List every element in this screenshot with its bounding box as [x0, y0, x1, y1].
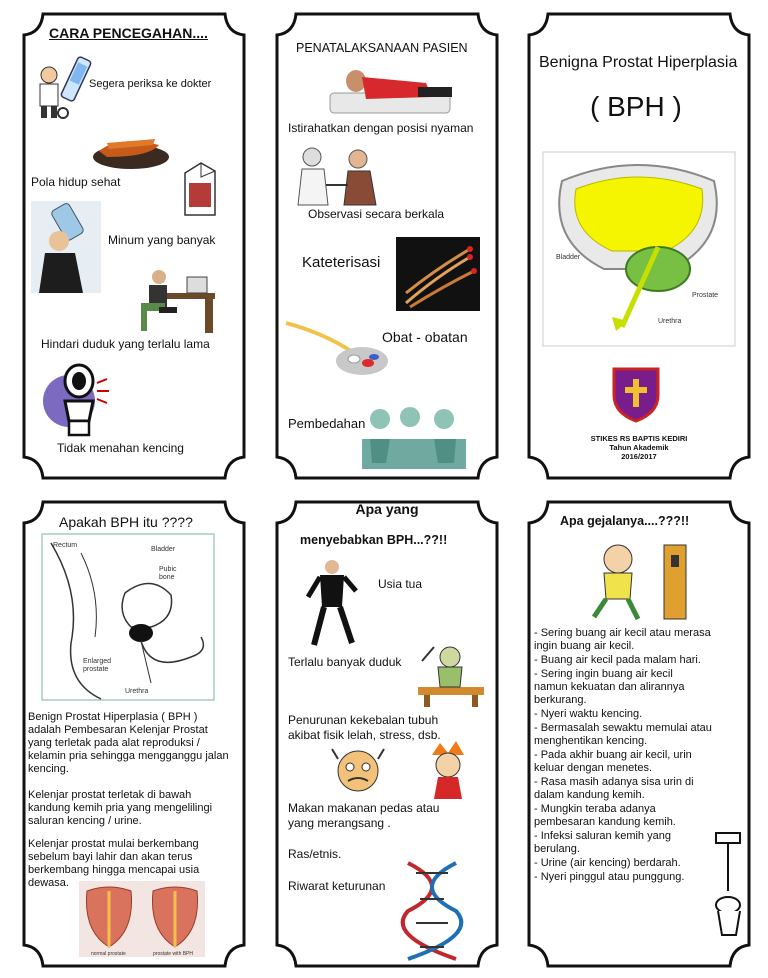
cause-item-1: Usia tua: [378, 577, 423, 591]
boy-running-toilet-illustration: [584, 541, 688, 623]
panel-title-line-2: menyebabkan BPH...??!!: [300, 533, 448, 547]
figure-label-bone: bone: [159, 574, 175, 581]
dna-illustration: [398, 861, 466, 961]
management-item-5: Pembedahan: [288, 416, 366, 431]
figure-label-bladder: Bladder: [151, 546, 176, 553]
figure-label-urethra: Urethra: [125, 688, 149, 695]
milk-carton-illustration: [181, 159, 219, 219]
medicine-spoon-illustration: [284, 315, 392, 387]
panel-title: Apakah BPH itu ????: [59, 514, 193, 530]
management-item-2: Observasi secara berkala: [308, 207, 445, 221]
figure-label-pubic: Pubic: [159, 566, 177, 573]
development-paragraph: Kelenjar prostat mulai berkembang sebelum bayi lahir dan akan terus berkembang hingga mencapai usia dewasa.: [28, 838, 200, 889]
cause-item-3: Penurunan kekebalan tubuh akibat fisik lelah, stress, dsb.: [288, 713, 441, 742]
panel-title: PENATALAKSANAAN PASIEN: [296, 41, 468, 55]
man-drinking-illustration: [31, 201, 101, 293]
footer-academic-year: 2016/2017: [621, 452, 657, 461]
management-item-4: Obat - obatan: [382, 329, 468, 345]
prevention-item-3: Minum yang banyak: [108, 233, 216, 247]
location-paragraph: Kelenjar prostat terletak di bawah kandung kemih pria yang mengelilingi saluran kencing / urine.: [28, 789, 213, 827]
sitting-desk-illustration: [414, 641, 488, 707]
footer-institution: STIKES RS BAPTIS KEDIRI: [590, 434, 688, 443]
definition-paragraph: Benign Prostat Hiperplasia ( BPH ) adalah Pembesaran Kelenjar Prostat yang terletak pada alat reproduksi / kelamin pria sehingga mengganggu jalan kencing.: [28, 711, 229, 775]
symptom-item-1: - Sering buang air kecil atau merasa ingin buang air kecil.: [534, 627, 711, 652]
footer-academic-year-label: Tahun Akademik: [609, 443, 669, 452]
panel-symptoms: [526, 499, 752, 969]
prevention-item-2: Pola hidup sehat: [31, 175, 121, 189]
prevention-item-4: Hindari duduk yang terlalu lama: [41, 337, 210, 351]
symptom-item-9: - Infeksi saluran kemih yang berulang.: [534, 830, 671, 855]
panel-causes: [274, 499, 500, 969]
panel-title: CARA PENCEGAHAN....: [49, 25, 208, 41]
food-plate-illustration: [89, 123, 177, 173]
symptom-item-7: - Rasa masih adanya sisa urin di dalam kandung kemih.: [534, 776, 694, 801]
prevention-item-1: Segera periksa ke dokter: [89, 78, 212, 90]
observation-illustration: [290, 145, 382, 209]
management-item-3: Kateterisasi: [302, 254, 381, 271]
resting-patient-illustration: [326, 59, 456, 119]
symptom-item-8: - Mungkin teraba adanya pembesaran kandung kemih.: [534, 803, 676, 828]
hospital-logo: [610, 365, 662, 423]
symptom-item-5: - Bermasalah sewaktu memulai atau menghentikan kencing.: [534, 722, 712, 747]
panel-subtitle: ( BPH ): [590, 91, 682, 122]
catheter-illustration: [396, 237, 480, 311]
cause-item-2: Terlalu banyak duduk: [288, 655, 402, 669]
figure-label-enlarged: Enlarged: [83, 658, 112, 665]
stressed-man-illustration: [330, 745, 386, 797]
symptom-item-2: - Buang air kecil pada malam hari.: [534, 654, 701, 666]
male-anatomy-diagram: [41, 533, 215, 701]
symptom-item-6: - Pada akhir buang air kecil, urin keluar dengan menetes.: [534, 749, 692, 774]
figure-label-prostate: prostate: [83, 666, 109, 673]
stressed-woman-illustration: [424, 741, 472, 799]
cause-item-6: Riwarat keturunan: [288, 879, 386, 893]
label-normal-prostate: normal prostate: [91, 951, 126, 957]
figure-label-bladder: Bladder: [556, 254, 581, 261]
figure-label-urethra: Urethra: [658, 318, 682, 325]
panel-title: Benigna Prostat Hiperplasia: [539, 54, 738, 71]
symptom-item-10: - Urine (air kencing) berdarah.: [534, 857, 681, 869]
cause-item-5: Ras/etnis.: [288, 847, 342, 861]
surgery-illustration: [358, 403, 470, 471]
figure-label-rectum: Rectum: [53, 542, 78, 549]
panel-patient-management: [274, 11, 500, 481]
panel-title-line-1: Apa yang: [355, 501, 419, 517]
panel-cover: [526, 11, 752, 481]
old-man-illustration: [306, 557, 358, 649]
desk-worker-illustration: [133, 263, 217, 335]
symptom-item-11: - Nyeri pinggul atau punggung.: [534, 871, 685, 883]
bladder-prostate-diagram: [542, 151, 736, 347]
prostate-comparison-illustration: [79, 881, 205, 957]
panel-title: Apa gejalanya....???!!: [560, 514, 690, 528]
management-item-1: Istirahatkan dengan posisi nyaman: [288, 121, 474, 135]
panel-what-is-bph: [21, 499, 247, 969]
symptom-item-4: - Nyeri waktu kencing.: [534, 708, 643, 720]
figure-label-prostate: Prostate: [692, 292, 719, 299]
cause-item-4: Makan makanan pedas atau yang merangsang .: [288, 801, 440, 830]
label-prostate-with-bph: prostate with BPH: [153, 951, 194, 957]
toilet-illustration: [710, 831, 746, 941]
toilet-illustration: [39, 361, 111, 443]
prevention-item-5: Tidak menahan kencing: [57, 441, 184, 455]
symptom-item-3: - Sering ingin buang air kecil namun kekuatan dan alirannya berkurang.: [534, 668, 685, 706]
panel-prevention: [21, 11, 247, 481]
